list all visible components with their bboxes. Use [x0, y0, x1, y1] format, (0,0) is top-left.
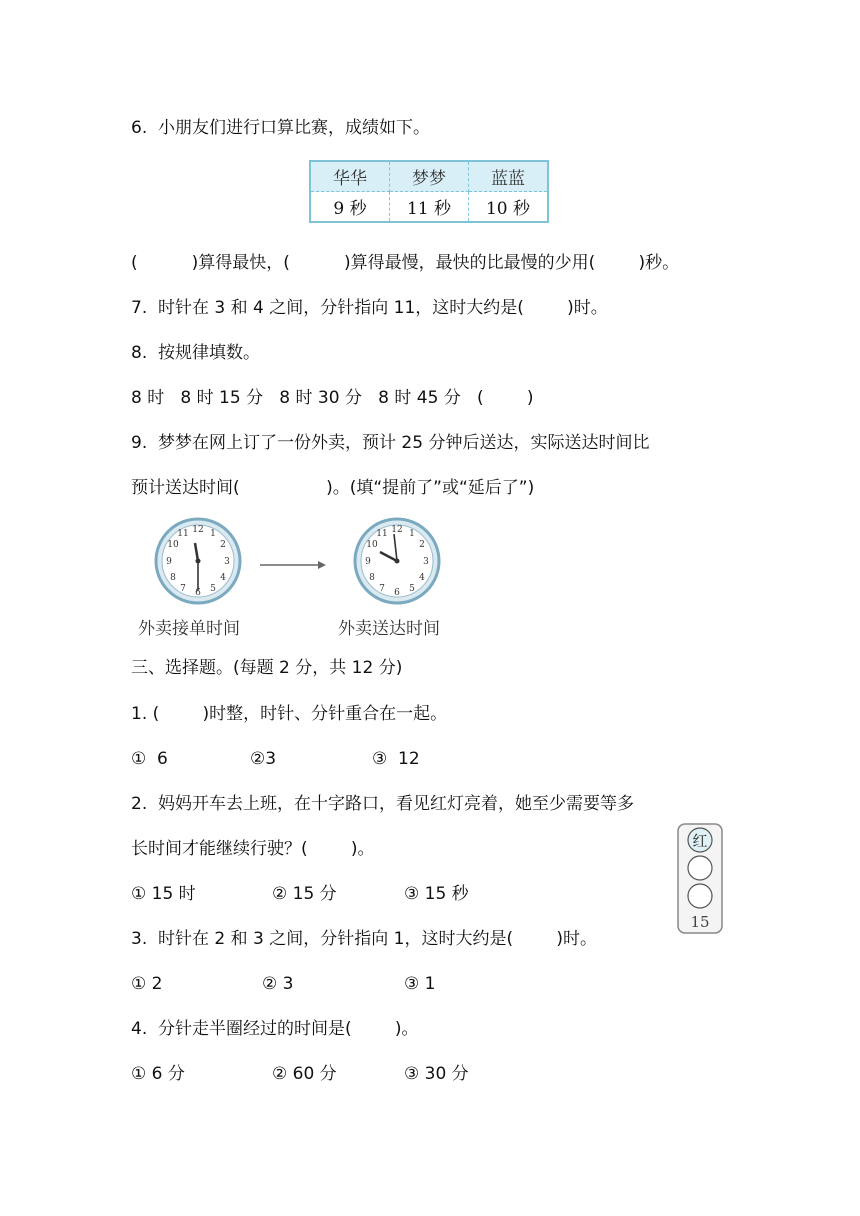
c3-text: 3. 时针在 2 和 3 之间，分针指向 1，这时大约是( )时。 — [131, 929, 597, 949]
svg-text:11: 11 — [177, 529, 189, 539]
score-table-header: 梦梦 — [390, 161, 469, 192]
order-clock-image — [154, 517, 242, 605]
svg-text:1: 1 — [409, 529, 415, 539]
svg-text:10: 10 — [366, 540, 378, 550]
q9-line2: 预计送达时间( )。(填“提前了”或“延后了”) — [131, 478, 535, 498]
svg-text:6: 6 — [195, 588, 201, 598]
svg-text:7: 7 — [180, 584, 186, 594]
c4-text: 4. 分针走半圈经过的时间是( )。 — [131, 1019, 419, 1039]
c1-text: 1. ( )时整，时针、分针重合在一起。 — [131, 704, 448, 724]
c1-option-2: ②3 — [250, 749, 277, 769]
c4-option-2: ② 60 分 — [272, 1064, 337, 1084]
q7-text: 7. 时针在 3 和 4 之间，分针指向 11，这时大约是( )时。 — [131, 298, 608, 318]
section-heading: 三、选择题。(每题 2 分，共 12 分) — [131, 658, 403, 678]
score-table — [309, 160, 549, 223]
score-table-header: 华华 — [310, 161, 390, 192]
c2-option-3: ③ 15 秒 — [404, 884, 469, 904]
svg-text:4: 4 — [419, 573, 425, 583]
svg-text:5: 5 — [210, 584, 216, 594]
svg-text:2: 2 — [419, 540, 425, 550]
svg-text:8: 8 — [369, 573, 375, 583]
q8-sequence: 8 时 8 时 15 分 8 时 30 分 8 时 45 分 ( ) — [131, 388, 534, 408]
c1-option-3: ③ 12 — [372, 749, 420, 769]
svg-text:1: 1 — [210, 529, 216, 539]
c3-option-1: ① 2 — [131, 974, 163, 994]
svg-text:9: 9 — [166, 557, 172, 567]
score-table-cell: 9 秒 — [310, 192, 390, 223]
c2-option-1: ① 15 时 — [131, 884, 196, 904]
delivery-clock-image — [353, 517, 441, 605]
c1-option-1: ① 6 — [131, 749, 168, 769]
svg-text:7: 7 — [379, 584, 385, 594]
delivery-time-caption: 外卖送达时间 — [338, 619, 440, 639]
arrow-icon — [260, 561, 326, 569]
svg-text:12: 12 — [192, 525, 204, 535]
c2-line1: 2. 妈妈开车去上班，在十字路口，看见红灯亮着，她至少需要等多 — [131, 794, 635, 814]
traffic-light-number: 15 — [690, 913, 710, 931]
svg-text:2: 2 — [220, 540, 226, 550]
q6-title: 6. 小朋友们进行口算比赛，成绩如下。 — [131, 118, 431, 138]
c2-line2: 长时间才能继续行驶？( )。 — [131, 839, 375, 859]
score-table-header: 蓝蓝 — [469, 161, 549, 192]
svg-text:10: 10 — [167, 540, 179, 550]
svg-text:3: 3 — [224, 557, 230, 567]
c4-option-3: ③ 30 分 — [404, 1064, 469, 1084]
svg-text:6: 6 — [394, 588, 400, 598]
c4-option-1: ① 6 分 — [131, 1064, 185, 1084]
order-time-caption: 外卖接单时间 — [138, 619, 240, 639]
c3-option-2: ② 3 — [262, 974, 294, 994]
q6-answer-line: ( )算得最快，( )算得最慢，最快的比最慢的少用( )秒。 — [131, 253, 680, 273]
traffic-light-icon — [677, 823, 723, 935]
q9-line1: 9. 梦梦在网上订了一份外卖，预计 25 分钟后送达，实际送达时间比 — [131, 433, 650, 453]
score-table-cell: 10 秒 — [469, 192, 549, 223]
svg-text:12: 12 — [391, 525, 403, 535]
svg-text:8: 8 — [170, 573, 176, 583]
svg-text:3: 3 — [423, 557, 429, 567]
q8-title: 8. 按规律填数。 — [131, 343, 261, 363]
score-table-cell: 11 秒 — [390, 192, 469, 223]
svg-text:9: 9 — [365, 557, 371, 567]
svg-text:5: 5 — [409, 584, 415, 594]
svg-text:4: 4 — [220, 573, 226, 583]
c2-option-2: ② 15 分 — [272, 884, 337, 904]
svg-text:11: 11 — [376, 529, 388, 539]
c3-option-3: ③ 1 — [404, 974, 436, 994]
traffic-light-label: 红 — [692, 832, 708, 850]
